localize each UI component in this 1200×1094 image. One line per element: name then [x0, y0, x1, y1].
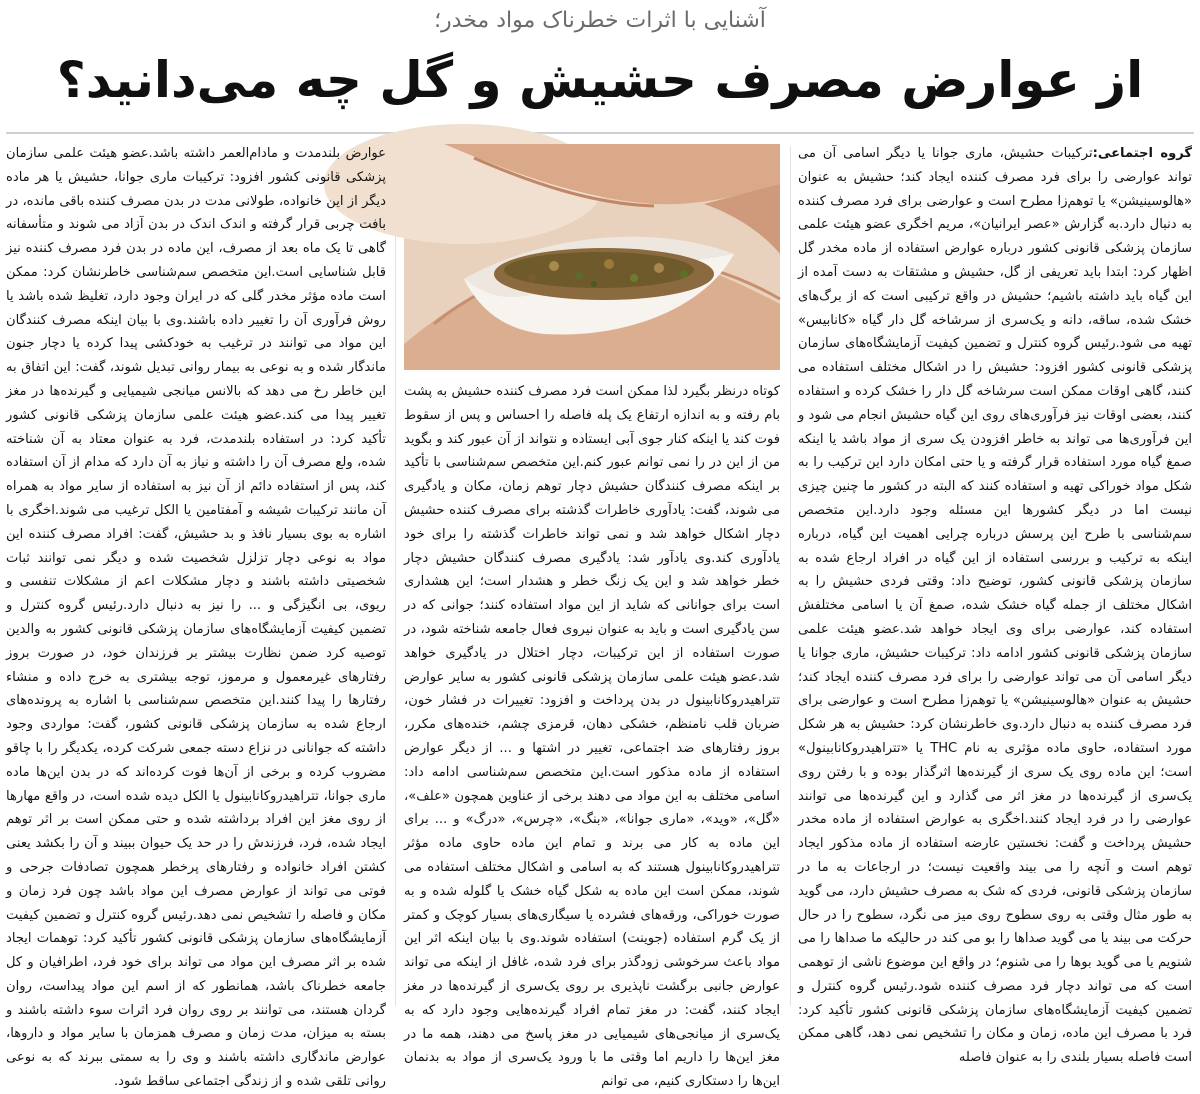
article-photo	[404, 144, 780, 370]
article-column-right	[798, 142, 1192, 1066]
article-kicker: آشنایی با اثرات خطرناک مواد مخدر؛	[434, 8, 766, 33]
header-divider	[6, 132, 1194, 134]
column-middle-text: کوتاه درنظر بگیرد لذا ممکن است فرد مصرف کننده حشیش به پشت بام رفته و به اندازه ارتفاع یک پله فاصله را احساس و پس از سقوط فوت کند یا اینکه کنار جوی آبی ایستاده و نتواند از آن عبور کند و بگوید من از این در را نمی توانم عبور کنم.این متخصص سم‌شناسی با تأکید بر اینکه مصرف کنندگان حشیش دچار توهم زمان، مکان و یادگیری می شوند، گفت: یادآوری خاطرات گذشته برای مصرف کننده حشیش دچار اشکال خواهد شد و نمی تواند خاطرات گذشته را برای خود یادآوری کند.وی یادآور شد: یادگیری مصرف کنندگان حشیش دچار خطر خواهد شد و این یک زنگ خطر و هشدار است؛ این هشداری است برای جوانانی که شاید از این مواد استفاده کنند؛ جوانی که در سن یادگیری است و باید به عنوان نیروی فعال جامعه شناخته شود، در صورت استفاده از این ترکیبات، دچار اختلال در یادگیری خواهد شد.عضو هیئت علمی سازمان پزشکی قانونی کشور به سایر عوارض تتراهیدروکانابینول در بدن پرداخت و افزود: تغییرات در فشار خون، ضربان قلب نامنظم، خشکی دهان، قرمزی چشم، خنده‌های مکرر، بروز رفتارهای ضد اجتماعی، تغییر در اشتها و ... از دیگر عوارض استفاده از ماده مذکور است.این متخصص سم‌شناسی ادامه داد: اسامی مختلف به این مواد می دهند برخی از عناوین همچون «علف»، «گل»، «وید»، «ماری جوانا»، «بنگ»، «چرس»، «درگ» و ... برای این ماده به کار می برند و تمام این ماده حاوی ماده مؤثر تتراهیدروکانابینول هستند که به اسامی و اشکال مختلف استفاده می شوند، ممکن است این ماده به شکل گیاه خشک یا گلوله شده و به صورت خوراکی، ورقه‌های فشرده یا سیگاری‌های بسیار کوچک و کمتر از یک گرم استفاده (جوینت) استفاده شوند.وی با بیان اینکه اثر این مواد باعث سرخوشی زودگذر برای فرد شده، غافل از اینکه می تواند عوارض جانبی برگشت ناپذیری بر روی یک‌سری از گیرنده‌ها در مغز ایجاد کنند، گفت: در مغز تمام افراد گیرنده‌هایی وجود دارد که به یک‌سری از میانجی‌های شیمیایی در مغز پاسخ می دهند، همه ما در مغز این‌ها را داریم اما وقتی ما با ورود یک‌سری از مواد به بدنمان این‌ها را دستکاری کنیم، می توانم	[404, 384, 780, 1090]
article-column-left	[6, 142, 386, 1090]
column-right-text: ترکیبات حشیش، ماری جوانا یا دیگر اسامی آن می تواند عوارضی را برای فرد مصرف کننده ایجاد کند؛ حشیش به عنوان «هالوسینیشن» یا توهم‌زا مطرح است و عوارضی برای فرد مصرف کننده به دنبال دارد.به گزارش «عصر ایرانیان»، مریم اخگری عضو هیئت علمی سازمان پزشکی قانونی کشور درباره عوارض استفاده از ماده مخدر گل اظهار کرد: ابتدا باید تعریفی از گل، حشیش و مشتقات به دست آمده از این گیاه باید داشته باشیم؛ حشیش در واقع ترکیبی است که از برگ‌های خشک شده، ساقه، دانه و یک‌سری از سرشاخه گل دار گیاه «کانابیس» تهیه می شود.رئیس گروه کنترل و تضمین کیفیت آزمایشگاه‌های سازمان پزشکی قانونی کشور افزود: حشیش را در اشکال مختلف استفاده می کنند، گاهی اوقات ممکن است سرشاخه گل دار را خشک کرده و استفاده کنند، بعضی اوقات نیز فرآوری‌های روی این گیاه حشیش انجام می شود و این فرآوری‌ها می تواند به خاطر افزودن یک سری از مواد باشد یا اینکه صمغ گیاه مورد استفاده قرار گرفته و یا حتی امکان دارد این ترکیب را به شکل مواد خوراکی تهیه و استفاده کنند که البته در کشور ما چنین چیزی نیست اما در دیگر کشورها این مسئله وجود دارد.این متخصص سم‌شناسی با طرح این پرسش درباره چرایی اهمیت این گیاه، درباره اینکه به ترکیب و بررسی استفاده از این گیاه در افراد ارجاع شده به سازمان پزشکی قانونی کشور، توضیح داد: وقتی فردی حشیش را به اشکال مختلف از جمله گیاه خشک شده، صمغ آن یا اسامی مختلفش استفاده کند، عوارضی برای وی ایجاد خواهد شد.عضو هیئت علمی سازمان پزشکی قانونی کشور ادامه داد: ترکیبات حشیش، ماری جوانا یا دیگر اسامی آن می تواند عوارضی را برای فرد مصرف کننده ایجاد کند؛ حشیش به عنوان «هالوسینیشن» یا توهم‌زا مطرح است و عوارضی برای فرد مصرف کننده به دنبال دارد.وی خاطرنشان کرد: حشیش به هر شکل مورد استفاده، حاوی ماده مؤثری به نام THC یا «تتراهیدروکانابینول» است؛ این ماده روی یک سری از گیرنده‌ها اثرگذار بوده و با رفتن روی یک‌سری از گیرنده‌ها در مغز اثر می گذارد و این گیرنده‌ها می توانند عوارضی را در فرد ایجاد کنند.اخگری به عوارض استفاده از ماده مخدر حشیش پرداخت و گفت: نخستین عارضه استفاده از ماده مذکور ایجاد توهم است و آنچه را می بیند واقعیت نیست؛ در ارجاعات به ما در سازمان پزشکی قانونی، فردی که شک به مصرف حشیش دارد، می گوید به طور مثال وقتی به روی سطوح روی میز می نگرد، سطوح را در حال حرکت می بیند یا می گوید صداها را بو می کند در حالیکه ما صداها را می شنویم یا می گوید بوها را می شنوم؛ در واقع این موضوع ناشی از توهمی است که می تواند دچار فرد مصرف کننده شود.رئیس گروه کنترل و تضمین کیفیت آزمایشگاه‌های سازمان پزشکی قانونی کشور تأکید کرد: فرد با مصرف این ماده، زمان و مکان را تشخیص نمی دهد، گاهی ممکن است فاصله بسیار بلندی را به عنوان فاصله	[798, 146, 1192, 1066]
article-headline: از عوارض مصرف حشیش و گل چه می‌دانید؟	[56, 51, 1144, 109]
article-lead-label: گروه اجتماعی:	[1092, 146, 1192, 161]
column-divider	[790, 146, 791, 1006]
column-left-text: عوارض بلندمدت و مادام‌العمر داشته باشد.عضو هیئت علمی سازمان پزشکی قانونی کشور افزود: ترکیبات ماری جوانا، حشیش یا هر ماده دیگر از این خانواده، طولانی مدت در بدن مصرف کننده باقی مانده، در بافت چربی قرار گرفته و اندک اندک در بدن آزاد می شوند و متأسفانه گاهی تا یک ماه بعد از مصرف، این ماده در بدن فرد مصرف کننده نیز قابل شناسایی است.این متخصص سم‌شناسی خاطرنشان کرد: ممکن است ماده مؤثر مخدر گلی که در ایران وجود دارد، تغلیظ شده باشد یا روش فرآوری آن را تغییر داده باشند.وی با بیان اینکه مصرف کنندگان این مواد می توانند در ترغیب به خودکشی پیدا کرده یا دچار جنون ماندگار شده و به نوعی به بیمار روانی تبدیل شوند، گفت: این اتفاق به این خاطر رخ می دهد که بالانس میانجی شیمیایی و گیرنده‌ها در مغز تغییر پیدا می کند.عضو هیئت علمی سازمان پزشکی قانونی کشور تأکید کرد: در استفاده بلندمدت، فرد به عنوان معتاد به آن شناخته شده، ولع مصرف آن را داشته و نیاز به آن دارد که مدام از آن استفاده کند، پس از استفاده دائم از آن نیز به استفاده از سایر مواد به همراه آن مانند ترکیبات شیشه و آمفتامین یا الکل ترغیب می شوند.اخگری با اشاره به بوی بسیار نافذ و بد حشیش، گفت: افراد مصرف کننده این مواد به نوعی دچار تزلزل شخصیت شده و دیگر نمی توانند ثبات شخصیتی داشته باشند و دچار مشکلات اعم از مشکلات تنفسی و ریوی، بی انگیزگی و ... را نیز به دنبال دارد.رئیس گروه کنترل و تضمین کیفیت آزمایشگاه‌های سازمان پزشکی قانونی کشور به والدین توصیه کرد ضمن نظارت بیشتر بر فرزندان خود، در صورت بروز رفتارهای غیرمعمول و مرموز، توجه بیشتری به خرج داده و منشاء رفتارها را پیدا کنند.این متخصص سم‌شناسی با اشاره به پرونده‌های ارجاع شده به سازمان پزشکی قانونی کشور، گفت: مواردی وجود داشته که جوانانی در نزاع دسته جمعی شرکت کرده، یکدیگر را با چاقو مضروب کرده و برخی از آن‌ها فوت کرده‌اند که در بدن این‌ها ماده ماری جوانا، تتراهیدروکانابینول یا الکل دیده شده است، در واقع مهارها از روی مغز این افراد برداشته شده و حتی ممکن است بر اثر توهم ایجاد شده، فرد، فرزندش را در حد یک حیوان ببیند و آن را بکشد یعنی کشتن افراد خانواده و رفتارهای پرخطر همچون تصادفات جرحی و فوتی می تواند از عوارض مصرف این مواد باشد چون فرد زمان و مکان و فاصله را تشخیص نمی دهد.رئیس گروه کنترل و تضمین کیفیت آزمایشگاه‌های سازمان پزشکی قانونی کشور تأکید کرد: توهمات ایجاد شده بر اثر مصرف این مواد می تواند برای خود فرد، اطرافیان و کل جامعه خطرناک باشد، همانطور که از اسم این مواد پیداست، روان گردان هستند، می توانند بر روی روان فرد اثرات سوء داشته باشند و بسته به میزان، مدت زمان و مصرف همزمان با سایر مواد و داروها، عوارض ماندگاری داشته باشند و وی را به سمتی ببرند که به نوعی روانی تلقی شده و از زندگی اجتماعی ساقط شود.	[6, 146, 386, 1090]
article-column-middle	[404, 380, 780, 1090]
column-divider	[395, 146, 396, 1006]
rolling-joint-photo	[404, 144, 780, 370]
